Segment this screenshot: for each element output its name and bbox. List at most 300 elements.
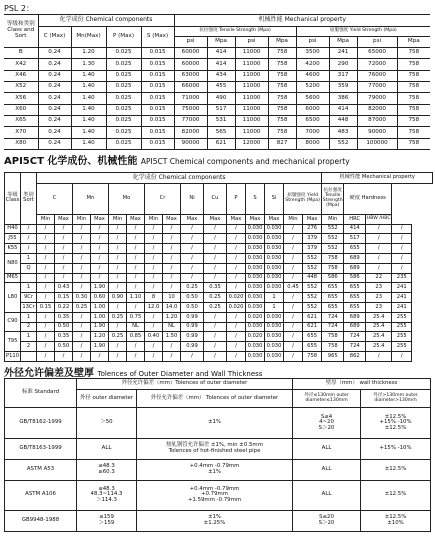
api5ct-max: Max (91, 214, 109, 224)
psl2-value-cell: 758 (397, 47, 430, 58)
psl2-value-cell: 414 (329, 104, 357, 115)
api5ct-header-si: Si (265, 184, 284, 215)
api5ct-header-ni: Ni (181, 184, 204, 215)
api5ct-value-cell: / (109, 224, 127, 234)
psl2-unit-psi: psi (174, 36, 207, 47)
api5ct-value-cell: 276 (303, 224, 322, 234)
psl2-row (4, 93, 430, 104)
api5ct-value-cell: 0.030 (246, 254, 265, 264)
tolerance-wall-le-cell: ALL (293, 459, 361, 480)
api5ct-value-cell: 1.20 (91, 332, 109, 342)
psl2-value-cell: 11000 (235, 115, 268, 126)
api5ct-value-cell: 0.030 (265, 312, 284, 322)
tolerance-std-cell: GB9948-1988 (5, 511, 77, 532)
api5ct-value-cell: 724 (344, 332, 366, 342)
psl2-value-cell: 0.24 (38, 104, 71, 115)
api5ct-header-grade: 等级 Class (5, 173, 21, 225)
api5ct-value-cell: 0.15 (37, 303, 55, 313)
psl2-value-cell: 77000 (357, 81, 397, 92)
psl2-header-yield: 屈服强度 Yield Strength (Mpa) (296, 27, 430, 37)
psl2-table-body (4, 47, 430, 149)
api5ct-value-cell: 552 (303, 254, 322, 264)
psl2-value-cell: 1.40 (71, 115, 106, 126)
api5ct-value-cell: / (204, 342, 227, 352)
psl2-value-cell: 0.025 (106, 93, 141, 104)
api5ct-value-cell: / (366, 352, 392, 362)
api5ct-value-cell: / (127, 254, 145, 264)
api5ct-table-body (5, 224, 433, 361)
api5ct-value-cell: 0.75 (127, 312, 145, 322)
tolerance-std-cell: GB/T8163-1999 (5, 438, 77, 459)
psl2-header-mech: 机械性能 Mechanical property (174, 15, 430, 27)
api5ct-value-cell: / (204, 273, 227, 283)
psl2-value-cell: 11000 (235, 104, 268, 115)
psl2-header-p: P (Max) (106, 27, 141, 48)
psl2-value-cell: 448 (329, 115, 357, 126)
api5ct-header-c: C (37, 184, 73, 215)
api5ct-value-cell: 25.4 (366, 332, 392, 342)
api5ct-value-cell: / (284, 322, 303, 332)
api5ct-value-cell: 0.50 (55, 322, 73, 332)
tolerance-title (4, 364, 262, 379)
api5ct-value-cell: / (392, 263, 412, 273)
api5ct-value-cell: / (366, 244, 392, 254)
api5ct-value-cell: / (284, 342, 303, 352)
psl2-value-cell: 758 (268, 104, 296, 115)
api5ct-value-cell: 25.4 (366, 312, 392, 322)
tolerance-od-cell: ≤159 ＞159 (77, 511, 137, 532)
api5ct-value-cell: 0.50 (181, 293, 204, 303)
api5ct-value-cell: 655 (322, 283, 344, 293)
api5ct-value-cell: / (284, 332, 303, 342)
api5ct-max: Max (204, 214, 227, 224)
tolerance-tol-cell: ±1% (137, 408, 293, 439)
psl2-value-cell: 758 (397, 127, 430, 138)
api5ct-value-cell: 235 (392, 273, 412, 283)
api5ct-value-cell: / (37, 293, 55, 303)
api5ct-value-cell: 0.030 (246, 303, 265, 313)
psl2-value-cell: 0.24 (38, 81, 71, 92)
api5ct-value-cell: / (91, 273, 109, 283)
api5ct-value-cell: / (204, 244, 227, 254)
api5ct-value-cell: 22 (366, 273, 392, 283)
psl2-value-cell: 386 (329, 93, 357, 104)
psl2-value-cell: 12000 (235, 138, 268, 149)
api5ct-value-cell: 0.020 (227, 293, 246, 303)
api5ct-row (5, 244, 433, 254)
api5ct-value-cell: / (163, 273, 181, 283)
api5ct-value-cell: / (227, 234, 246, 244)
api5ct-value-cell: 0.25 (181, 283, 204, 293)
api5ct-value-cell: / (284, 303, 303, 313)
api5ct-value-cell: / (91, 352, 109, 362)
psl2-row (4, 47, 430, 58)
api5ct-value-cell: 23 (366, 293, 392, 303)
api5ct-value-cell: / (127, 234, 145, 244)
api5ct-value-cell: 379 (303, 244, 322, 254)
api5ct-sort-cell: 2 (21, 322, 37, 332)
api5ct-value-cell: 0.030 (265, 322, 284, 332)
api5ct-value-cell: 23 (366, 283, 392, 293)
api5ct-value-cell: / (181, 224, 204, 234)
psl2-value-cell: 0.025 (106, 70, 141, 81)
api5ct-value-cell: / (109, 263, 127, 273)
api5ct-value-cell: 0.60 (91, 293, 109, 303)
api5ct-row (5, 322, 433, 332)
api5ct-value-cell: 0.99 (181, 322, 204, 332)
api5ct-value-cell: 0.030 (246, 244, 265, 254)
psl2-row (4, 59, 430, 70)
api5ct-value-cell: 241 (392, 283, 412, 293)
api5ct-value-cell: NL (127, 322, 145, 332)
api5ct-sort-cell: 9Cr (21, 293, 37, 303)
api5ct-value-cell: / (37, 322, 55, 332)
api5ct-value-cell: / (37, 352, 55, 362)
api5ct-value-cell: / (109, 342, 127, 352)
psl2-value-cell: 0.025 (106, 81, 141, 92)
psl2-value-cell: 758 (268, 127, 296, 138)
api5ct-max: Max (127, 214, 145, 224)
api5ct-grade-cell: L80 (5, 283, 21, 312)
tolerance-od-cell: ALL (77, 438, 137, 459)
api5ct-value-cell: / (284, 273, 303, 283)
api5ct-value-cell: / (392, 352, 412, 362)
api5ct-value-cell: / (227, 263, 246, 273)
tolerance-row (5, 480, 431, 511)
api5ct-value-cell: / (109, 273, 127, 283)
api5ct-grade-cell: T95 (5, 332, 21, 352)
api5ct-grade-cell: N80 (5, 254, 21, 274)
tolerance-tol-cell: +0.4mm -0.79mm +0.79mm +1.59mm -0.79mm (137, 480, 293, 511)
api5ct-sort-cell: 13Cr (21, 303, 37, 313)
api5ct-value-cell: 0.15 (55, 293, 73, 303)
api5ct-value-cell: 655 (344, 293, 366, 303)
psl2-grade-cell: X70 (4, 127, 38, 138)
psl2-value-cell: 7000 (296, 127, 329, 138)
psl2-value-cell: 60000 (174, 59, 207, 70)
psl2-value-cell: 565 (207, 127, 235, 138)
api5ct-row (5, 332, 433, 342)
api5ct-value-cell: 1.90 (91, 283, 109, 293)
api5ct-header-row-3 (5, 214, 433, 224)
api5ct-value-cell: / (145, 263, 163, 273)
psl2-value-cell: 827 (268, 138, 296, 149)
psl2-unit-mpa: Mpa (268, 36, 296, 47)
psl2-value-cell: 6000 (296, 104, 329, 115)
api5ct-value-cell: / (204, 254, 227, 264)
api5ct-value-cell: / (91, 254, 109, 264)
psl2-value-cell: 621 (207, 138, 235, 149)
psl2-value-cell: 77000 (174, 115, 207, 126)
psl2-value-cell: 3500 (296, 47, 329, 58)
api5ct-sort-cell (21, 352, 37, 362)
psl2-value-cell: 758 (268, 59, 296, 70)
tolerance-tol-cell: +0.4mm -0.79mm ±1% (137, 459, 293, 480)
api5ct-value-cell: 0.030 (265, 352, 284, 362)
api5ct-max: Max (163, 214, 181, 224)
tolerance-header-od-tol: 外径允许偏差（mm）Tolences of outer diameter (77, 379, 293, 390)
api5ct-value-cell: 0.030 (265, 283, 284, 293)
api5ct-value-cell: 10 (163, 293, 181, 303)
api5ct-value-cell: 655 (303, 332, 322, 342)
tolerance-header-wall: 壁厚（mm） wall thickness (293, 379, 431, 390)
api5ct-value-cell: 552 (322, 224, 344, 234)
api5ct-header-sort: 类别 Sort (21, 173, 37, 225)
api5ct-value-cell: 0.45 (284, 283, 303, 293)
api5ct-value-cell: / (37, 273, 55, 283)
api5ct-max: Max (181, 214, 204, 224)
api5ct-value-cell: 0.35 (55, 332, 73, 342)
api5ct-value-cell: / (284, 224, 303, 234)
api5ct-value-cell: 255 (392, 332, 412, 342)
psl2-row (4, 127, 430, 138)
psl2-value-cell: 1.40 (71, 104, 106, 115)
psl2-value-cell: 8000 (296, 138, 329, 149)
api5ct-value-cell: / (284, 244, 303, 254)
api5ct-value-cell: / (73, 283, 91, 293)
api5ct-value-cell: 1.10 (127, 293, 145, 303)
api5ct-value-cell: / (73, 332, 91, 342)
api5ct-value-cell: 758 (322, 254, 344, 264)
api5ct-value-cell: / (73, 224, 91, 234)
api5ct-row (5, 303, 433, 313)
api5ct-value-cell: 0.030 (265, 234, 284, 244)
api5ct-value-cell: / (284, 254, 303, 264)
tolerance-header-od-tol2: 外径允许偏差（mm） Tolences of outer diameter (137, 390, 293, 408)
psl2-header-c: C (Max) (38, 27, 71, 48)
api5ct-value-cell: 255 (392, 322, 412, 332)
api5ct-value-cell: 0.99 (181, 332, 204, 342)
psl2-title: PSL 2： (4, 4, 34, 13)
api5ct-row (5, 352, 433, 362)
api5ct-value-cell: / (55, 352, 73, 362)
api5ct-value-cell: / (109, 322, 127, 332)
api5ct-value-cell: / (227, 283, 246, 293)
tolerance-title-en: Tolences of Outer Diameter and Wall Thickness (97, 370, 263, 378)
api5ct-value-cell: 0.25 (204, 303, 227, 313)
api5ct-value-cell: 1.00 (91, 303, 109, 313)
tolerance-row (5, 459, 431, 480)
api5ct-value-cell: 862 (344, 352, 366, 362)
api5ct-value-cell: 724 (344, 342, 366, 352)
api5ct-value-cell: 689 (344, 254, 366, 264)
psl2-value-cell: 0.015 (141, 138, 174, 149)
api5ct-value-cell: / (227, 342, 246, 352)
psl2-value-cell: 0.015 (141, 115, 174, 126)
api5ct-row (5, 342, 433, 352)
psl2-value-cell: 0.025 (106, 127, 141, 138)
tolerance-wall-gt-cell: +15% -10% (361, 438, 431, 459)
api5ct-min: Min (145, 214, 163, 224)
api5ct-table (4, 172, 433, 362)
psl2-value-cell: 76000 (357, 70, 397, 81)
api5ct-row (5, 293, 433, 303)
api5ct-value-cell: 0.85 (127, 332, 145, 342)
api5ct-value-cell: / (127, 263, 145, 273)
api5ct-value-cell: 758 (303, 352, 322, 362)
psl2-value-cell: 1.40 (71, 127, 106, 138)
api5ct-value-cell: 0.25 (204, 293, 227, 303)
psl2-grade-cell: B (4, 47, 38, 58)
api5ct-value-cell: 0.030 (246, 283, 265, 293)
psl2-value-cell: 5200 (296, 81, 329, 92)
psl2-value-cell: 5600 (296, 93, 329, 104)
api5ct-value-cell: / (73, 263, 91, 273)
api5ct-max: Max (55, 214, 73, 224)
tolerance-header-od: 外径 outer diameter (77, 390, 137, 408)
api5ct-value-cell: 0.25 (73, 303, 91, 313)
psl2-grade-cell: X80 (4, 138, 38, 149)
api5ct-value-cell: / (227, 273, 246, 283)
api5ct-min: Min (109, 214, 127, 224)
tolerance-od-cell: ≤48.3 ≥60.3 (77, 459, 137, 480)
api5ct-value-cell: 255 (392, 312, 412, 322)
api5ct-value-cell: / (145, 234, 163, 244)
psl2-grade-cell: X46 (4, 70, 38, 81)
api5ct-value-cell: 241 (392, 293, 412, 303)
api5ct-value-cell: / (181, 234, 204, 244)
psl2-value-cell: 0.025 (106, 138, 141, 149)
psl2-value-cell: 0.025 (106, 115, 141, 126)
tolerance-std-cell: GB/T8162-1999 (5, 408, 77, 439)
api5ct-value-cell: 448 (303, 273, 322, 283)
api5ct-value-cell: 8 (145, 293, 163, 303)
api5ct-row (5, 312, 433, 322)
api5ct-value-cell: 655 (322, 303, 344, 313)
tolerance-header-wall-le: 外径≤130mm outer diameter≤130mm (293, 390, 361, 408)
psl2-value-cell: 1.40 (71, 93, 106, 104)
api5ct-value-cell: / (37, 332, 55, 342)
api5ct-sort-cell: 1 (21, 312, 37, 322)
api5ct-value-cell: 0.030 (246, 322, 265, 332)
api5ct-header-cr: Cr (145, 184, 181, 215)
psl2-value-cell: 65000 (357, 47, 397, 58)
psl2-unit-psi: psi (296, 36, 329, 47)
api5ct-value-cell: / (127, 224, 145, 234)
api5ct-value-cell: 0.030 (265, 224, 284, 234)
api5ct-value-cell: / (73, 234, 91, 244)
api5ct-value-cell: / (181, 263, 204, 273)
psl2-value-cell: 758 (268, 47, 296, 58)
api5ct-value-cell: 552 (322, 244, 344, 254)
psl2-value-cell: 0.24 (38, 70, 71, 81)
psl2-value-cell: 4600 (296, 70, 329, 81)
api5ct-value-cell: 23 (366, 303, 392, 313)
tolerance-wall-gt-cell: ±12.5% (361, 459, 431, 480)
psl2-value-cell: 0.24 (38, 127, 71, 138)
api5ct-row (5, 283, 433, 293)
api5ct-value-cell: / (145, 273, 163, 283)
api5ct-max: Max (227, 214, 246, 224)
psl2-value-cell: 758 (268, 70, 296, 81)
psl2-value-cell: 0.015 (141, 70, 174, 81)
api5ct-value-cell: 586 (322, 273, 344, 283)
tolerance-row (5, 511, 431, 532)
api5ct-value-cell: 655 (344, 283, 366, 293)
api5ct-value-cell: / (73, 244, 91, 254)
api5ct-value-cell: 655 (322, 293, 344, 303)
api5ct-sort-cell: 2 (21, 342, 37, 352)
api5ct-value-cell: 0.30 (73, 293, 91, 303)
api5ct-value-cell: / (145, 283, 163, 293)
psl2-header-s: S (Max) (141, 27, 174, 48)
psl2-value-cell: 1.40 (71, 70, 106, 81)
psl2-header-row-1 (4, 15, 430, 27)
api5ct-row (5, 273, 433, 283)
api5ct-value-cell: / (145, 244, 163, 254)
api5ct-value-cell: 552 (303, 263, 322, 273)
psl2-value-cell: 82000 (174, 127, 207, 138)
api5ct-value-cell: 655 (303, 342, 322, 352)
psl2-value-cell: 87000 (357, 115, 397, 126)
api5ct-value-cell: / (284, 234, 303, 244)
psl2-header-row-2 (4, 27, 430, 37)
api5ct-value-cell: / (163, 283, 181, 293)
api5ct-value-cell: / (163, 352, 181, 362)
psl2-value-cell: 0.015 (141, 93, 174, 104)
api5ct-value-cell: / (145, 352, 163, 362)
psl2-unit-psi: psi (235, 36, 268, 47)
api5ct-value-cell: / (392, 234, 412, 244)
api5ct-value-cell: / (181, 352, 204, 362)
api5ct-value-cell: / (204, 322, 227, 332)
api5ct-value-cell: 655 (344, 244, 366, 254)
api5ct-header-cu: Cu (204, 184, 227, 215)
api5ct-value-cell: 689 (344, 312, 366, 322)
api5ct-header-mn: Mn (73, 184, 109, 215)
api5ct-value-cell: 0.030 (265, 342, 284, 352)
api5ct-value-cell: / (181, 273, 204, 283)
api5ct-min: Min (322, 214, 344, 224)
api5ct-header-row-2 (5, 184, 433, 215)
psl2-grade-cell: X60 (4, 104, 38, 115)
api5ct-value-cell: 1.50 (163, 332, 181, 342)
api5ct-header-mech: 机械性能 Mechanical property (322, 173, 433, 184)
api5ct-title-cn: API5CT 化学成份、机械性能 (4, 156, 138, 167)
api5ct-value-cell: 0.030 (246, 234, 265, 244)
api5ct-header-chem: 化学成份 Chemical components (37, 173, 322, 184)
api5ct-value-cell: / (145, 224, 163, 234)
psl2-value-cell: 0.025 (106, 104, 141, 115)
psl2-value-cell: 758 (397, 59, 430, 70)
api5ct-value-cell: 655 (344, 303, 366, 313)
api5ct-value-cell: / (37, 234, 55, 244)
api5ct-value-cell: 25.4 (366, 322, 392, 332)
api5ct-value-cell: 0.030 (246, 224, 265, 234)
api5ct-value-cell: 0.43 (55, 283, 73, 293)
api5ct-value-cell: 241 (392, 303, 412, 313)
psl2-value-cell: 11000 (235, 81, 268, 92)
api5ct-value-cell: 689 (344, 263, 366, 273)
api5ct-value-cell: / (73, 322, 91, 332)
api5ct-row (5, 224, 433, 234)
api5ct-value-cell: / (127, 352, 145, 362)
api5ct-value-cell: / (109, 234, 127, 244)
api5ct-value-cell: / (392, 254, 412, 264)
psl2-value-cell: 1.30 (71, 59, 106, 70)
psl2-value-cell: 0.24 (38, 93, 71, 104)
api5ct-value-cell: / (227, 244, 246, 254)
psl2-value-cell: 0.015 (141, 127, 174, 138)
tolerance-std-cell: ASTM A106 (5, 480, 77, 511)
psl2-unit-mpa: Mpa (329, 36, 357, 47)
api5ct-sort-cell: 1 (21, 283, 37, 293)
api5ct-value-cell: / (109, 254, 127, 264)
api5ct-value-cell: 25.4 (366, 342, 392, 352)
api5ct-value-cell: / (284, 352, 303, 362)
psl2-value-cell: 1.20 (71, 47, 106, 58)
api5ct-header-mo: Mo (109, 184, 145, 215)
